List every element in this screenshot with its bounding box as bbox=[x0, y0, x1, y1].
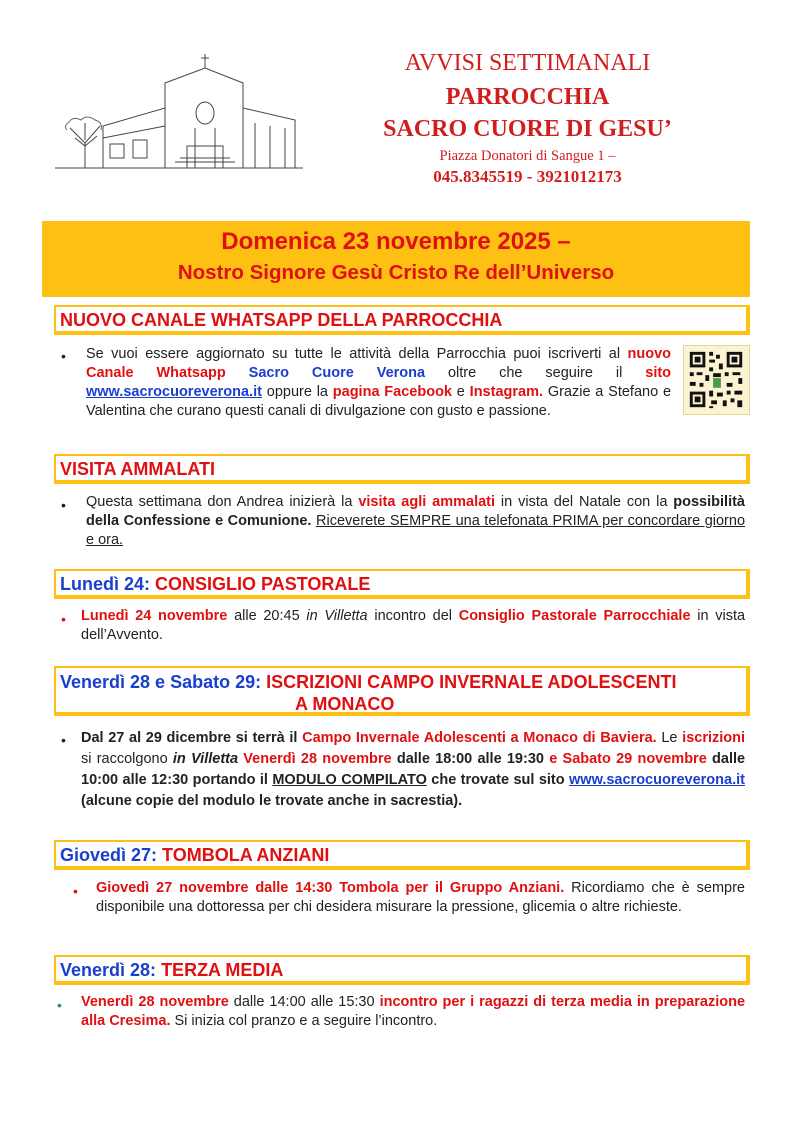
website-link[interactable]: www.sacrocuoreverona.it bbox=[569, 772, 745, 788]
section-title-bingo: Giovedì 27: TOMBOLA ANZIANI bbox=[54, 840, 750, 870]
camp-paragraph: Dal 27 al 29 dicembre si terrà il Campo Invernale Adolescenti a Monaco di Baviera. Le iscrizioni si raccolgono in Villetta Venerdì 28 novembre dalle 18:00 alle 19:30 e Sabato 29 novembre dalle 10:00 alle 12:30 portando il MODULO COMPILATO che trovate sul sito www.sacrocuoreverona.it (alcune copie del modulo le trovate anche in sacrestia). bbox=[81, 730, 746, 809]
visits-paragraph: Questa settimana don Andrea inizierà la visita agli ammalati in vista del Natale con la possibilità della Confessione e Comunione. Riceverete SEMPRE una telefonata PRIMA per concordare giorno e ora. bbox=[86, 494, 746, 548]
header-title: AVVISI SETTIMANALI bbox=[404, 50, 651, 76]
section-title-text: VISITA AMMALATI bbox=[60, 459, 215, 479]
bullet-icon: • bbox=[61, 611, 66, 627]
bullet-icon: • bbox=[61, 497, 66, 513]
bullet-icon: • bbox=[73, 883, 78, 899]
website-link[interactable]: www.sacrocuoreverona.it bbox=[86, 384, 262, 400]
bullet-icon: • bbox=[61, 732, 66, 748]
section-title-text: NUOVO CANALE WHATSAPP DELLA PARROCCHIA bbox=[60, 310, 503, 330]
whatsapp-paragraph: Se vuoi essere aggiornato su tutte le attività della Parrocchia puoi iscriverti al nuovo Canale Whatsapp Sacro Cuore Verona oltre che seguire il sito www.sacrocuoreverona.it oppure la pagina Facebook e Instagram. Grazie a Stefano e Valentina che curano questi canali di divulgazione con gusto e passione. bbox=[86, 346, 672, 419]
middle-school-paragraph: Venerdì 28 novembre dalle 14:00 alle 15:30 incontro per i ragazzi di terza media in preparazione alla Cresima. Si inizia col pranzo e a seguire l’incontro. bbox=[81, 994, 746, 1029]
church-illustration bbox=[55, 48, 305, 173]
section-title-visits bbox=[54, 454, 750, 484]
banner-date: Domenica 23 novembre 2025 – bbox=[221, 228, 571, 255]
date-banner bbox=[42, 221, 750, 297]
section-title-middle-school: Venerdì 28: TERZA MEDIA bbox=[54, 955, 750, 985]
section-title-pastoral-council: Lunedì 24: CONSIGLIO PASTORALE bbox=[54, 569, 750, 599]
parish-name: SACRO CUORE DI GESU’ bbox=[383, 116, 672, 142]
section-title-whatsapp bbox=[54, 305, 750, 335]
section-title-winter-camp: Venerdì 28 e Sabato 29: ISCRIZIONI CAMPO INVERNALE ADOLESCENTI A MONACO bbox=[54, 666, 750, 716]
council-paragraph: Lunedì 24 novembre alle 20:45 in Villetta incontro del Consiglio Pastorale Parrocchiale in vista dell’Avvento. bbox=[81, 608, 746, 643]
bullet-icon: • bbox=[61, 348, 66, 364]
qr-code-icon[interactable] bbox=[683, 345, 750, 415]
parish-phones: 045.8345519 - 3921012173 bbox=[433, 167, 622, 186]
banner-feast: Nostro Signore Gesù Cristo Re dell’Universo bbox=[177, 261, 615, 284]
parish-address: Piazza Donatori di Sangue 1 – bbox=[439, 148, 616, 164]
bullet-icon: • bbox=[57, 997, 62, 1013]
bingo-paragraph: Giovedì 27 novembre dalle 14:30 Tombola per il Gruppo Anziani. Ricordiamo che è sempre disponibile una dottoressa per chi desidera misurare la pressione, glicemia o altre richieste. bbox=[96, 880, 745, 915]
parish-label: PARROCCHIA bbox=[445, 84, 610, 110]
